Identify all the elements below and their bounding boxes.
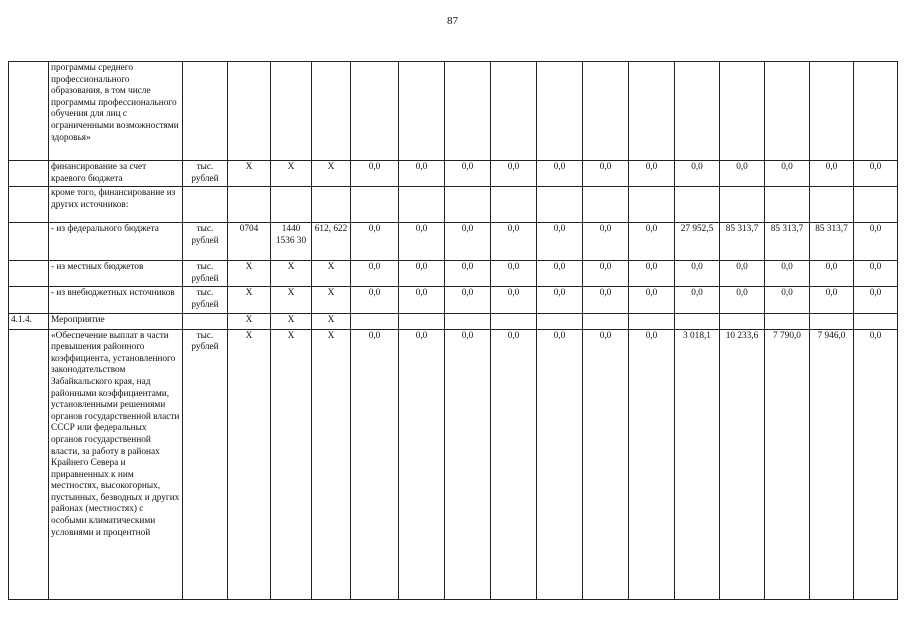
row-number-cell: [9, 223, 49, 261]
code-cell: X: [312, 287, 351, 313]
row-name-cell: Мероприятие: [49, 313, 183, 329]
row-name-cell: финансирование за счет краевого бюджета: [49, 161, 183, 187]
row-name-cell: - из внебюджетных источников: [49, 287, 183, 313]
value-cell: 0,0: [399, 329, 445, 599]
value-cell: [537, 187, 583, 223]
value-cell: [351, 187, 399, 223]
code-cell: X: [312, 261, 351, 287]
value-cell: 0,0: [854, 287, 898, 313]
value-cell: 0,0: [537, 329, 583, 599]
value-cell: 0,0: [445, 261, 491, 287]
code-cell: X: [271, 329, 312, 599]
value-cell: 85 313,7: [765, 223, 810, 261]
row-number-cell: [9, 161, 49, 187]
unit-cell: тыс. рублей: [183, 287, 228, 313]
row-name-cell: «Обеспечение выплат в части превышения районного коэффициента, установленного законодательством Забайкальского края, над районными коэффициентами, установленными решениями органов государственной власти СССР или федеральных органов государственной власти, за работу в районах Крайнего Севера и приравненных к ним местностях, высокогорных, пустынных, безводных и других районах (местностях) с особыми климатическими условиями и процентной: [49, 329, 183, 599]
value-cell: 0,0: [399, 161, 445, 187]
value-cell: 27 952,5: [675, 223, 720, 261]
table-row: [9, 313, 898, 329]
code-cell: [312, 187, 351, 223]
value-cell: 0,0: [537, 287, 583, 313]
value-cell: 0,0: [583, 161, 629, 187]
code-cell: [271, 187, 312, 223]
code-cell: X: [271, 287, 312, 313]
value-cell: [675, 187, 720, 223]
unit-cell: [183, 313, 228, 329]
value-cell: [491, 62, 537, 161]
value-cell: 3 018,1: [675, 329, 720, 599]
code-cell: 1440 1536 30: [271, 223, 312, 261]
value-cell: 0,0: [445, 223, 491, 261]
value-cell: [810, 313, 854, 329]
code-cell: X: [271, 313, 312, 329]
code-cell: [312, 62, 351, 161]
value-cell: 0,0: [583, 223, 629, 261]
value-cell: [445, 187, 491, 223]
value-cell: 85 313,7: [810, 223, 854, 261]
row-name-cell: - из федерального бюджета: [49, 223, 183, 261]
value-cell: 0,0: [445, 161, 491, 187]
code-cell: X: [228, 261, 271, 287]
code-cell: X: [271, 261, 312, 287]
value-cell: 0,0: [351, 261, 399, 287]
code-cell: 0704: [228, 223, 271, 261]
value-cell: [675, 62, 720, 161]
value-cell: [583, 62, 629, 161]
value-cell: 0,0: [491, 261, 537, 287]
value-cell: 0,0: [854, 223, 898, 261]
unit-cell: [183, 187, 228, 223]
value-cell: [583, 187, 629, 223]
value-cell: 0,0: [351, 161, 399, 187]
value-cell: 0,0: [720, 261, 765, 287]
value-cell: [629, 62, 675, 161]
row-number-cell: [9, 62, 49, 161]
row-number-cell: 4.1.4.: [9, 313, 49, 329]
value-cell: 0,0: [810, 261, 854, 287]
value-cell: 0,0: [765, 287, 810, 313]
value-cell: 0,0: [351, 223, 399, 261]
value-cell: 0,0: [765, 161, 810, 187]
code-cell: X: [271, 161, 312, 187]
value-cell: 0,0: [629, 261, 675, 287]
value-cell: 0,0: [854, 329, 898, 599]
value-cell: 0,0: [399, 223, 445, 261]
value-cell: [854, 62, 898, 161]
value-cell: [765, 187, 810, 223]
value-cell: 0,0: [675, 161, 720, 187]
value-cell: [765, 62, 810, 161]
row-number-cell: [9, 329, 49, 599]
value-cell: 0,0: [810, 161, 854, 187]
value-cell: 0,0: [583, 261, 629, 287]
unit-cell: тыс. рублей: [183, 261, 228, 287]
value-cell: [445, 62, 491, 161]
value-cell: [810, 62, 854, 161]
value-cell: 0,0: [445, 287, 491, 313]
value-cell: [351, 313, 399, 329]
value-cell: 0,0: [854, 161, 898, 187]
value-cell: [720, 62, 765, 161]
code-cell: X: [312, 161, 351, 187]
value-cell: 0,0: [629, 223, 675, 261]
row-number-cell: [9, 187, 49, 223]
value-cell: [351, 62, 399, 161]
table-row: [9, 187, 898, 223]
value-cell: [854, 187, 898, 223]
value-cell: [810, 187, 854, 223]
value-cell: [675, 313, 720, 329]
row-name-cell: программы среднего профессионального образования, в том числе программы профессионального обучения для лиц с ограниченными возможностями здоровья»: [49, 62, 183, 161]
value-cell: [854, 313, 898, 329]
value-cell: [720, 187, 765, 223]
value-cell: [491, 313, 537, 329]
value-cell: 0,0: [491, 287, 537, 313]
unit-cell: тыс. рублей: [183, 329, 228, 599]
code-cell: X: [228, 161, 271, 187]
value-cell: 0,0: [854, 261, 898, 287]
value-cell: 10 233,6: [720, 329, 765, 599]
value-cell: [765, 313, 810, 329]
value-cell: 85 313,7: [720, 223, 765, 261]
value-cell: 0,0: [537, 223, 583, 261]
value-cell: 0,0: [491, 161, 537, 187]
code-cell: [228, 62, 271, 161]
value-cell: [491, 187, 537, 223]
row-number-cell: [9, 261, 49, 287]
value-cell: 0,0: [720, 161, 765, 187]
value-cell: 0,0: [810, 287, 854, 313]
code-cell: X: [228, 287, 271, 313]
code-cell: X: [312, 313, 351, 329]
value-cell: [720, 313, 765, 329]
value-cell: 0,0: [629, 287, 675, 313]
value-cell: 7 946,0: [810, 329, 854, 599]
unit-cell: [183, 62, 228, 161]
code-cell: X: [228, 313, 271, 329]
table-row: [9, 329, 898, 599]
value-cell: [629, 187, 675, 223]
code-cell: [228, 187, 271, 223]
value-cell: 0,0: [491, 223, 537, 261]
row-name-cell: кроме того, финансирование из других источников:: [49, 187, 183, 223]
table-row: [9, 161, 898, 187]
value-cell: 0,0: [491, 329, 537, 599]
row-name-cell: - из местных бюджетов: [49, 261, 183, 287]
unit-cell: тыс. рублей: [183, 161, 228, 187]
unit-cell: тыс. рублей: [183, 223, 228, 261]
value-cell: [399, 62, 445, 161]
value-cell: [537, 62, 583, 161]
page-number: 87: [447, 15, 458, 27]
value-cell: 0,0: [351, 287, 399, 313]
value-cell: 0,0: [629, 161, 675, 187]
value-cell: 0,0: [720, 287, 765, 313]
code-cell: [271, 62, 312, 161]
value-cell: [399, 313, 445, 329]
budget-table: [8, 61, 898, 600]
code-cell: X: [312, 329, 351, 599]
value-cell: [537, 313, 583, 329]
table-row: [9, 261, 898, 287]
value-cell: 0,0: [629, 329, 675, 599]
value-cell: 0,0: [675, 287, 720, 313]
value-cell: 0,0: [445, 329, 491, 599]
table-row: [9, 287, 898, 313]
value-cell: [629, 313, 675, 329]
value-cell: 0,0: [537, 261, 583, 287]
table-row: [9, 223, 898, 261]
row-number-cell: [9, 287, 49, 313]
code-cell: 612, 622: [312, 223, 351, 261]
table-row: [9, 62, 898, 161]
value-cell: 0,0: [399, 287, 445, 313]
value-cell: 0,0: [351, 329, 399, 599]
value-cell: 0,0: [675, 261, 720, 287]
value-cell: [583, 313, 629, 329]
value-cell: [399, 187, 445, 223]
value-cell: 7 790,0: [765, 329, 810, 599]
value-cell: 0,0: [765, 261, 810, 287]
code-cell: X: [228, 329, 271, 599]
value-cell: 0,0: [583, 329, 629, 599]
value-cell: 0,0: [537, 161, 583, 187]
value-cell: [445, 313, 491, 329]
value-cell: 0,0: [399, 261, 445, 287]
value-cell: 0,0: [583, 287, 629, 313]
